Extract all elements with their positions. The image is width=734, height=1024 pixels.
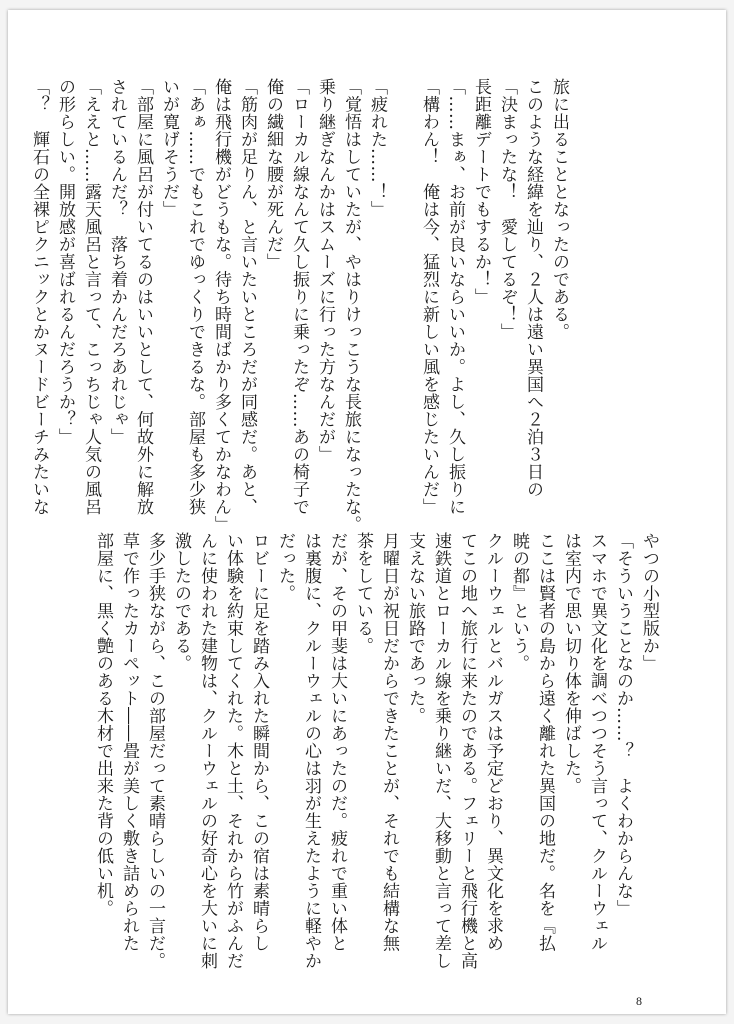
- text-line: ここは賢者の島から遠く離れた異国の地だ。名を『払: [535, 532, 555, 952]
- text-line: の形らしい。開放感が喜ばれるんだろうか？」: [55, 78, 75, 446]
- text-line: 「？ 輝石の全裸ピクニックとかヌードビーチみたいな: [29, 78, 49, 516]
- text-line: 草で作ったカーペット――畳が美しく敷き詰められた: [119, 532, 139, 952]
- text-line: 「筋肉が足りん、と言いたいところだが同感だ。あと、: [237, 78, 257, 516]
- text-line: [390, 78, 416, 506]
- text-line: 速鉄道とローカル線を乗り継いだ、大移動と言って差し: [431, 532, 451, 970]
- text-line: い体験を約束してくれた。木と土、それから竹がふんだ: [223, 532, 243, 970]
- text-line: 乗り継ぎなんかはスムーズに行った方なんだが」: [315, 78, 335, 463]
- text-line: 激したのである。: [171, 532, 191, 672]
- text-line: 部屋に、黒く艶のある木材で出来た背の低い机。: [93, 532, 113, 917]
- text-line: 俺は飛行機がどうもな。待ち時間ばかり多くてかなわん」: [211, 78, 231, 533]
- text-line: 「構わん！ 俺は今、猛烈に新しい風を感じたいんだ」: [419, 78, 439, 516]
- text-line: 茶をしている。: [353, 532, 373, 655]
- text-line: 俺の繊細な腰が死んだ」: [263, 78, 283, 271]
- text-line: 月曜日が祝日だからできたことが、それでも結構な無: [379, 532, 399, 952]
- book-page: [8, 10, 726, 1014]
- text-line: 支えない旅路であった。: [405, 532, 425, 725]
- text-line: 長距離デートでもするか！」: [471, 78, 491, 306]
- text-line: ロビーに足を踏み入れた瞬間から、この宿は素晴らし: [249, 532, 269, 952]
- text-line: 「あぁ……でもこれでゆっくりできるな。部屋も多少狭: [185, 78, 205, 516]
- upper-text-block: [29, 78, 572, 533]
- text-line: 「疲れた……！」: [367, 78, 387, 218]
- text-line: 「覚悟はしていたが、やはりけっこうな長旅になったな。: [341, 78, 361, 533]
- text-line: てこの地へ旅行に来たのである。フェリーと飛行機と高: [457, 532, 477, 970]
- text-line: 「そういうことなのか……？ よくわからんな」: [613, 532, 633, 917]
- text-line: スマホで異文化を調べつつそう言って、クルーウェル: [587, 532, 607, 952]
- text-line: 暁の都』という。: [509, 532, 529, 672]
- text-line: 「ローカル線なんて久し振りに乗ったぞ……あの椅子で: [289, 78, 309, 516]
- text-line: だが、その甲斐は大いにあったのだ。疲れで重い体と: [327, 532, 347, 952]
- text-line: やつの小型版か」: [639, 532, 659, 672]
- text-line: は室内で思い切り体を伸ばした。: [561, 532, 581, 795]
- page-number: 8: [636, 994, 642, 1008]
- text-line: されているんだ？ 落ち着かんだろあれじゃ」: [107, 78, 127, 446]
- text-line: んに使われた建物は、クルーウェルの好奇心を大いに刺: [197, 532, 217, 970]
- text-line: 「部屋に風呂が付いてるのはいいとして、何故外に解放: [133, 78, 153, 516]
- text-line: クルーウェルとバルガスは予定どおり、異文化を求め: [483, 532, 503, 952]
- text-line: 「ええと……露天風呂と言って、こっちじゃ人気の風呂: [81, 78, 101, 516]
- text-line: は裏腹に、クルーウェルの心は羽が生えたように軽やか: [301, 532, 321, 970]
- text-line: いが寛げそうだ」: [159, 78, 179, 218]
- text-line: 「……まぁ、お前が良いならいいか。よし、久し振りに: [445, 78, 465, 516]
- text-line: このような経緯を辿り、２人は遠い異国へ２泊３日の: [523, 78, 543, 498]
- lower-text-block: [93, 532, 662, 970]
- text-line: 旅に出ることとなったのである。: [549, 78, 569, 341]
- text-line: だった。: [275, 532, 295, 602]
- text-line: 多少手狭ながら、この部屋だって素晴らしいの一言だ。: [145, 532, 165, 970]
- text-line: 「決まったな！ 愛してるぞ！」: [497, 78, 517, 341]
